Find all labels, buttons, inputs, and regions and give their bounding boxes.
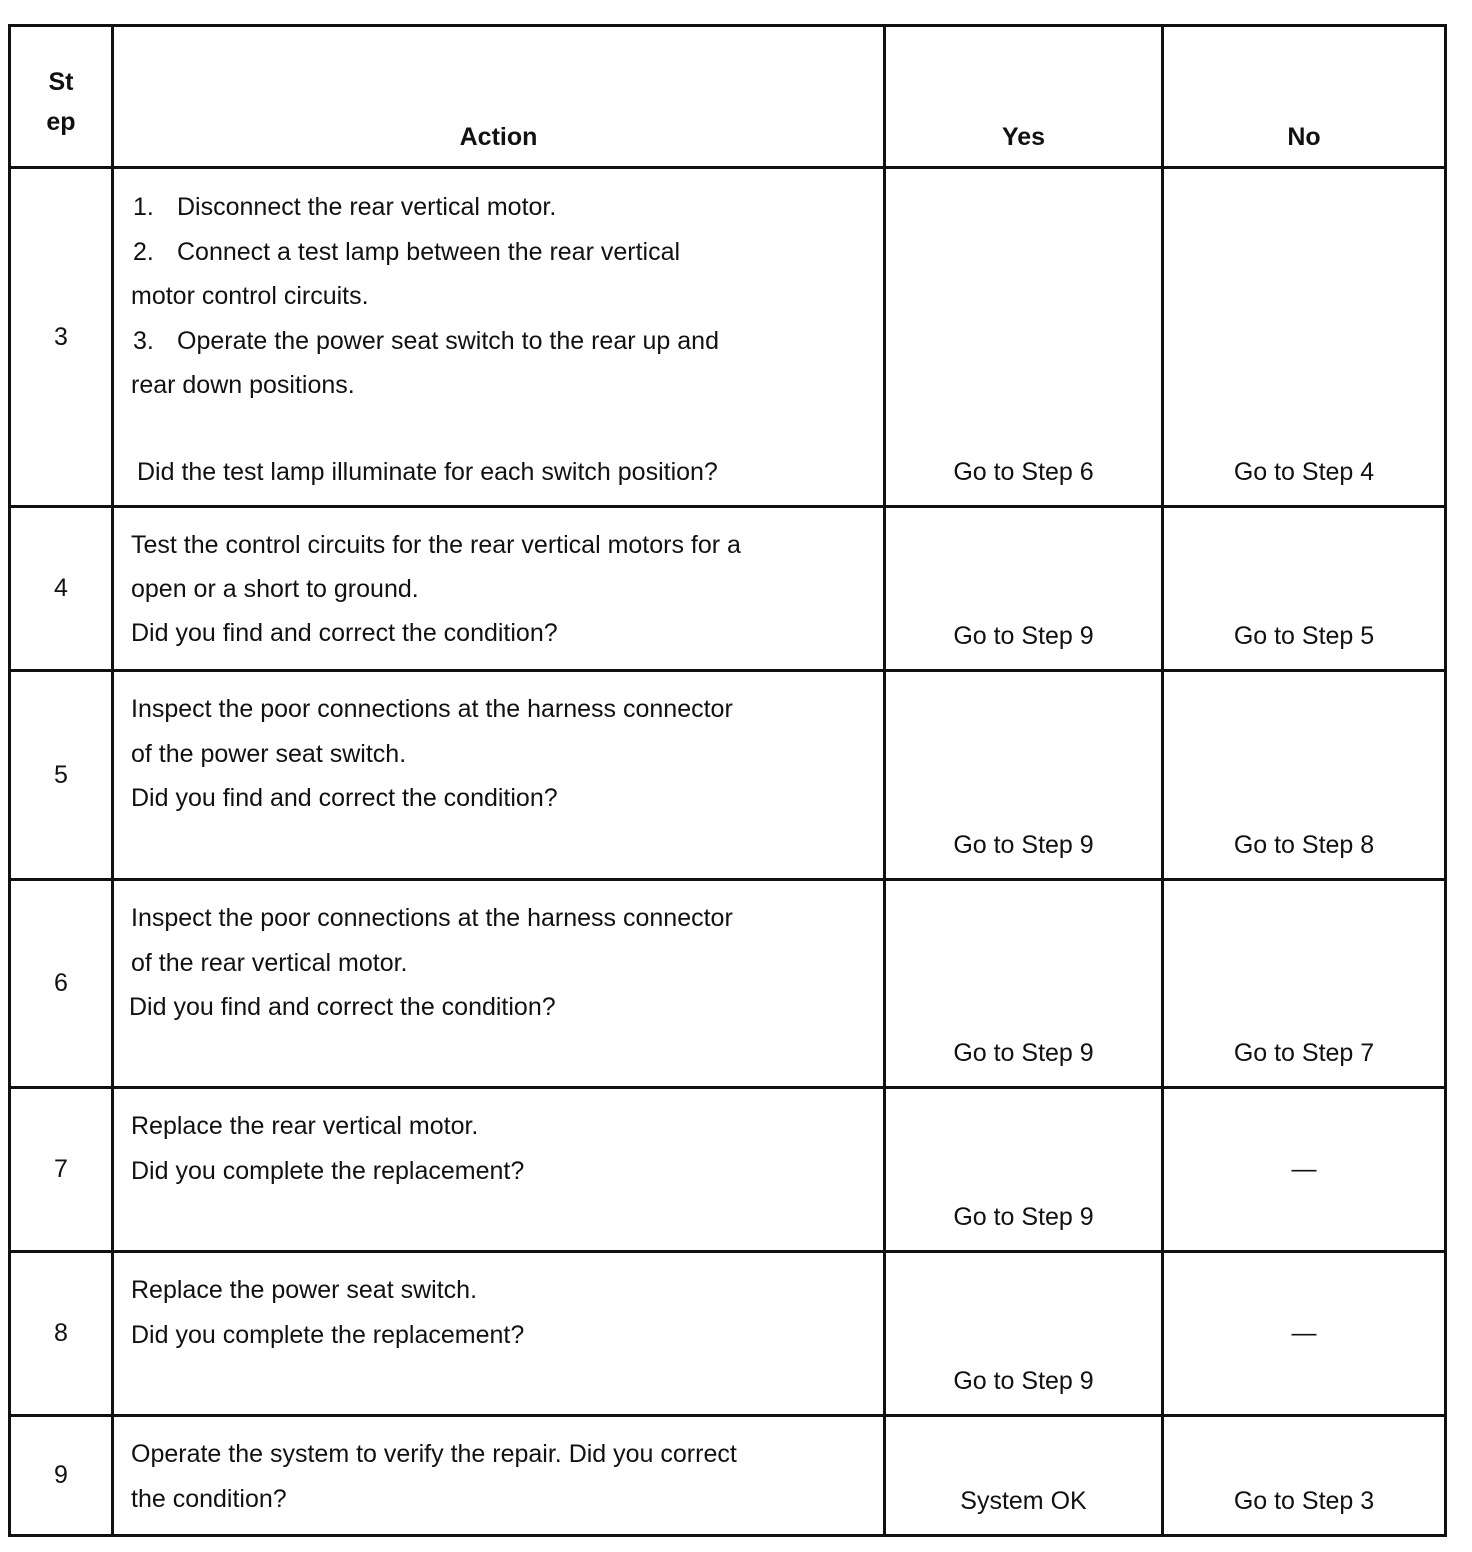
yes-cell: Go to Step 6 — [885, 168, 1163, 507]
action-text: motor control circuits. — [131, 282, 369, 310]
table-row — [10, 880, 1446, 1088]
step-number: 9 — [10, 1416, 113, 1536]
yes-cell: System OK — [885, 1416, 1163, 1536]
table-row — [10, 1252, 1446, 1416]
yes-cell: Go to Step 9 — [885, 880, 1163, 1088]
no-cell: Go to Step 8 — [1163, 671, 1446, 880]
no-header: No — [1163, 26, 1446, 168]
table-row — [10, 168, 1446, 507]
action-question: the condition? — [131, 1484, 287, 1513]
list-number: 2. — [133, 237, 154, 266]
action-cell — [113, 1252, 885, 1416]
action-question: Did you complete the replacement? — [131, 1156, 525, 1185]
no-cell: — — [1163, 1088, 1446, 1252]
step-number: 7 — [10, 1088, 113, 1252]
action-question: Did you find and correct the condition? — [131, 784, 558, 812]
step-number: 8 — [10, 1252, 113, 1416]
action-text: Replace the power seat switch. — [131, 1276, 478, 1304]
yes-cell: Go to Step 9 — [885, 507, 1163, 671]
table-row — [10, 1088, 1446, 1252]
action-cell — [113, 507, 885, 671]
action-cell — [113, 168, 885, 507]
action-text: rear down positions. — [131, 371, 355, 399]
action-list-item — [131, 230, 869, 275]
action-cell — [113, 1088, 885, 1252]
yes-cell: Go to Step 9 — [885, 1252, 1163, 1416]
action-text: Replace the rear vertical motor. — [131, 1112, 479, 1140]
action-text: Connect a test lamp between the rear vertical — [177, 237, 681, 266]
no-cell: Go to Step 7 — [1163, 880, 1446, 1088]
action-text: open or a short to ground. — [131, 575, 419, 603]
action-text: Inspect the poor connections at the harness connector — [131, 904, 733, 932]
action-header: Action — [113, 26, 885, 168]
step-header-line2: ep — [46, 107, 76, 136]
table-row — [10, 671, 1446, 880]
step-number: 5 — [10, 671, 113, 880]
action-text: Operate the power seat switch to the rear up and — [177, 326, 719, 355]
action-list-item — [131, 185, 869, 230]
header-row — [10, 26, 1446, 168]
table-row — [10, 507, 1446, 671]
action-text: of the power seat switch. — [131, 739, 407, 768]
step-header-line1: St — [48, 67, 74, 96]
action-cell — [113, 880, 885, 1088]
action-question: Did you complete the replacement? — [131, 1320, 525, 1349]
action-cell — [113, 1416, 885, 1536]
list-number: 1. — [133, 193, 154, 221]
step-number: 6 — [10, 880, 113, 1088]
action-text: of the rear vertical motor. — [131, 948, 408, 977]
action-question: Did you find and correct the condition? — [131, 619, 558, 647]
table-row — [10, 1416, 1446, 1536]
action-text: Test the control circuits for the rear vertical motors for a — [131, 531, 741, 559]
list-number: 3. — [133, 326, 154, 355]
yes-cell: Go to Step 9 — [885, 1088, 1163, 1252]
no-cell: Go to Step 4 — [1163, 168, 1446, 507]
step-number: 4 — [10, 507, 113, 671]
diagnostic-table — [8, 24, 1447, 1537]
action-question: Did the test lamp illuminate for each switch position? — [137, 457, 718, 486]
action-list-item — [131, 319, 869, 364]
yes-cell: Go to Step 9 — [885, 671, 1163, 880]
step-number: 3 — [10, 168, 113, 507]
action-text: Disconnect the rear vertical motor. — [177, 193, 557, 221]
action-question: Did you find and correct the condition? — [129, 993, 556, 1021]
action-cell — [113, 671, 885, 880]
step-header — [10, 26, 113, 168]
no-cell: Go to Step 3 — [1163, 1416, 1446, 1536]
action-text: Inspect the poor connections at the harness connector — [131, 695, 733, 723]
no-cell: Go to Step 5 — [1163, 507, 1446, 671]
yes-header: Yes — [885, 26, 1163, 168]
action-text: Operate the system to verify the repair. Did you correct — [131, 1440, 737, 1468]
no-cell: — — [1163, 1252, 1446, 1416]
